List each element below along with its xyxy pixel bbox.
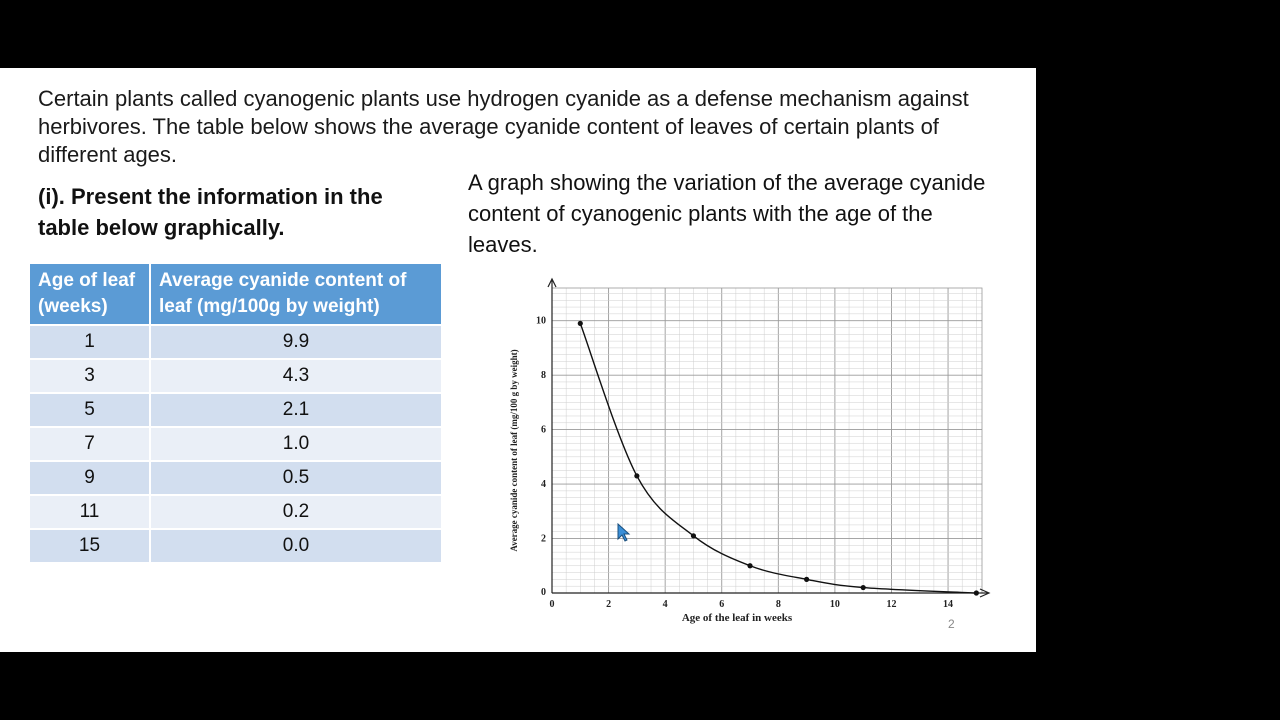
graph-grid — [552, 288, 982, 593]
data-point — [691, 533, 696, 538]
table-row — [30, 325, 441, 359]
x-axis-label: Age of the leaf in weeks — [681, 612, 793, 624]
table-cell-age: 5 — [30, 393, 150, 427]
table-cell-cyanide: 0.2 — [150, 495, 441, 529]
table-header-cyanide: Average cyanide content of leaf (mg/100g by weight) — [150, 264, 441, 325]
y-tick-label: 10 — [536, 315, 546, 327]
slide — [0, 68, 1036, 652]
x-tick-label: 14 — [943, 599, 954, 610]
y-tick-label: 2 — [541, 533, 546, 545]
y-tick-label: 6 — [541, 424, 546, 436]
table-header-row — [30, 264, 441, 325]
graph-axes — [548, 279, 989, 597]
y-tick-label: 8 — [541, 370, 546, 382]
table-header-age: Age of leaf (weeks) — [30, 264, 150, 325]
question-text: (i). Present the information in the table below graphically. — [38, 184, 383, 240]
x-tick-label: 12 — [886, 599, 897, 610]
x-tick-label: 4 — [662, 599, 668, 610]
table-row — [30, 529, 441, 562]
data-point — [747, 563, 752, 568]
graph-caption: A graph showing the variation of the average cyanide content of cyanogenic plants with the age of the leaves. — [468, 170, 986, 257]
table-row — [30, 461, 441, 495]
data-point — [861, 585, 866, 590]
cyanide-graph — [505, 273, 1005, 633]
table-cell-age: 9 — [30, 461, 150, 495]
data-point — [578, 321, 583, 326]
table-cell-age: 3 — [30, 359, 150, 393]
table-cell-age: 15 — [30, 529, 150, 562]
grid-border — [552, 288, 982, 593]
y-tick-label: 4 — [541, 479, 546, 491]
table-row — [30, 359, 441, 393]
data-point — [804, 577, 809, 582]
table-cell-age: 7 — [30, 427, 150, 461]
y-axis-label: Average cyanide content of leaf (mg/100 g by weight) — [509, 349, 519, 552]
table-cell-age: 1 — [30, 325, 150, 359]
table-cell-cyanide: 4.3 — [150, 359, 441, 393]
cyanide-table — [30, 264, 441, 562]
table-row — [30, 427, 441, 461]
data-point — [634, 473, 639, 478]
x-tick-label: 2 — [606, 599, 612, 610]
table-row — [30, 393, 441, 427]
table-cell-cyanide: 0.5 — [150, 461, 441, 495]
y-tick-label: 0 — [541, 587, 546, 598]
mouse-cursor-icon — [617, 523, 631, 543]
x-tick-label: 0 — [549, 599, 555, 610]
intro-text: Certain plants called cyanogenic plants use hydrogen cyanide as a defense mechanism against herbivores. The table below shows the average cyanide content of leaves of certain plants of different ages. — [38, 86, 969, 167]
x-tick-label: 10 — [829, 599, 840, 610]
x-tick-label: 6 — [719, 599, 725, 610]
table-cell-age: 11 — [30, 495, 150, 529]
table-row — [30, 495, 441, 529]
table-cell-cyanide: 0.0 — [150, 529, 441, 562]
table-cell-cyanide: 9.9 — [150, 325, 441, 359]
page-number: 2 — [948, 617, 955, 631]
data-point — [974, 590, 979, 595]
x-tick-label: 8 — [775, 599, 781, 610]
table-cell-cyanide: 2.1 — [150, 393, 441, 427]
table-cell-cyanide: 1.0 — [150, 427, 441, 461]
